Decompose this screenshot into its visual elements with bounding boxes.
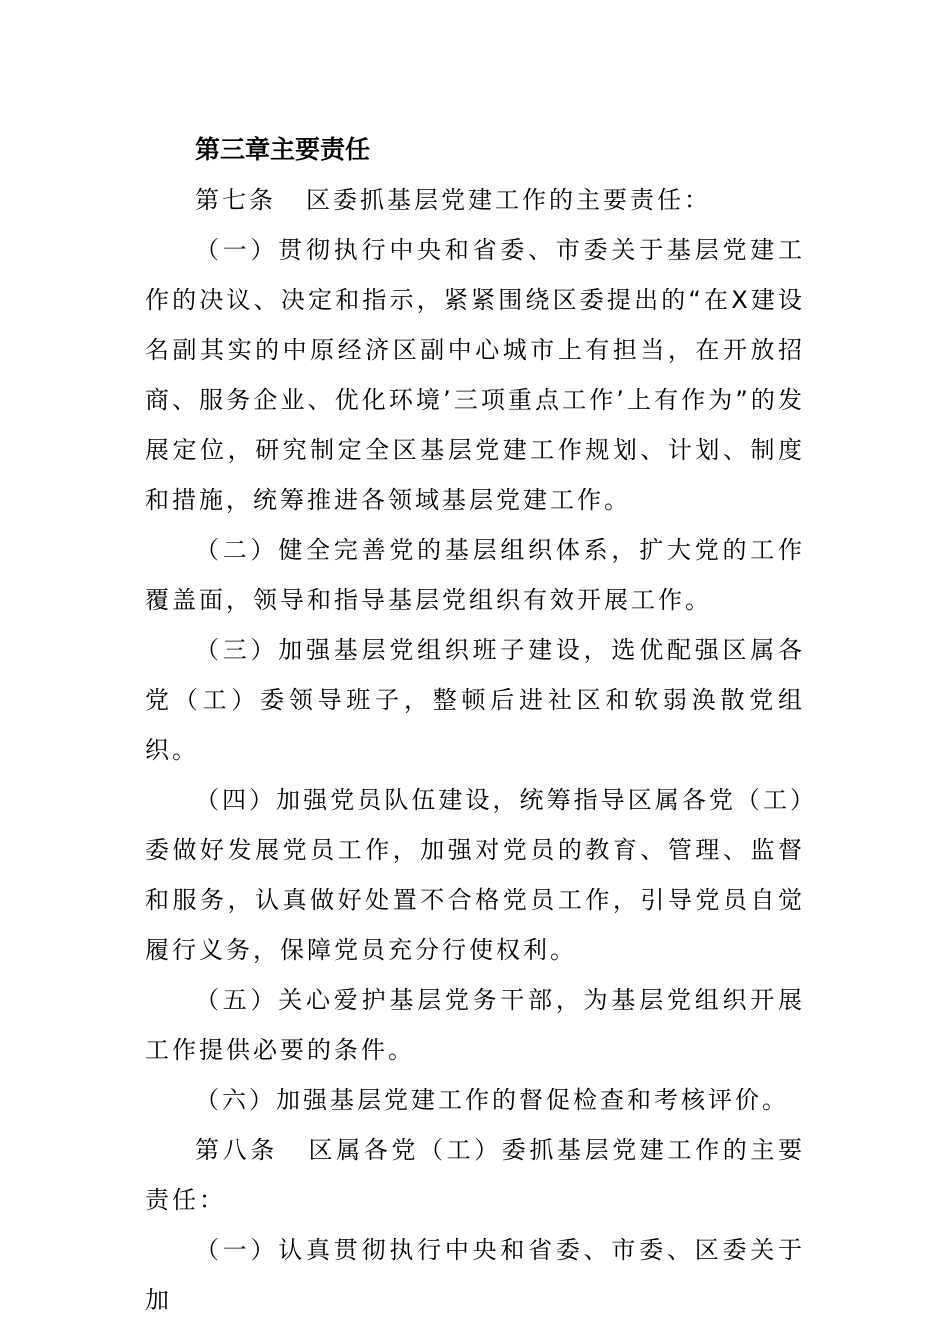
article-8-item-1: （一）认真贯彻执行中央和省委、市委、区委关于加 — [145, 1236, 805, 1314]
article-8-heading — [145, 1125, 805, 1225]
article-8-label: 第八条 — [195, 1136, 278, 1164]
article-7-item-5: （五）关心爱护基层党务干部，为基层党组织开展工作提供必要的条件。 — [145, 986, 805, 1064]
article-7-item-2: （二）健全完善党的基层组织体系，扩大党的工作覆盖面，领导和指导基层党组织有效开展工作。 — [145, 536, 805, 614]
article-7-item-6: （六）加强基层党建工作的督促检查和考核评价。 — [195, 1086, 789, 1114]
article-7-item-1: （一）贯彻执行中央和省委、市委关于基层党建工作的决议、决定和指示，紧紧围绕区委提出的“在X建设名副其实的中原经济区副中心城市上有担当，在开放招商、服务企业、优化环境’三项重点工作’上有作为”的发展定位，研究制定全区基层党建工作规划、计划、制度和措施，统筹推进各领域基层党建工作。 — [145, 236, 805, 514]
article-7-label: 第七条 — [195, 186, 276, 214]
article-7-heading — [145, 175, 805, 225]
article-7-item-3: （三）加强基层党组织班子建设，选优配强区属各党（工）委领导班子，整顿后进社区和软弱涣散党组织。 — [145, 636, 805, 764]
article-7-item-4: （四）加强党员队伍建设，统筹指导区属各党（工）委做好发展党员工作，加强对党员的教育、管理、监督和服务，认真做好处置不合格党员工作，引导党员自觉履行义务，保障党员充分行使权利。 — [145, 786, 805, 964]
article-7-text: 区委抓基层党建工作的主要责任： — [306, 186, 711, 214]
chapter-title: 第三章主要责任 — [195, 135, 371, 164]
article-8-text: 区属各党（工）委抓基层党建工作的主要责任： — [145, 1136, 806, 1214]
document-body — [145, 125, 805, 1325]
